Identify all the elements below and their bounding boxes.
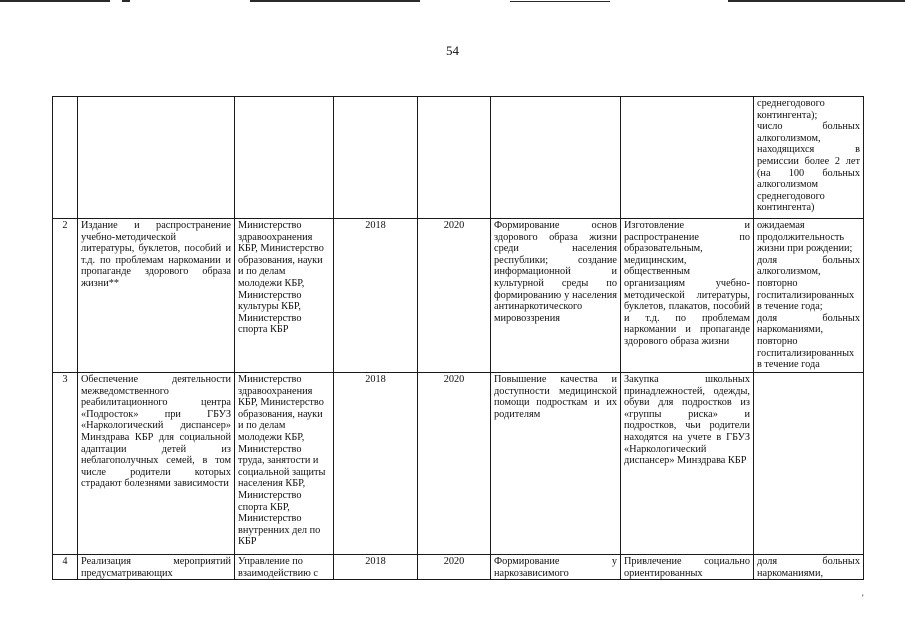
goal: Формирование основ здорового образа жизни среди населения республики; создание информационной и культурной среды по формированию у населения антинаркотического мировоззрения <box>491 219 621 373</box>
executor <box>235 97 334 219</box>
end-year: 2020 <box>418 555 491 580</box>
scan-artifact-line <box>510 1 610 2</box>
table-row <box>53 219 864 373</box>
scan-artifact-line <box>728 0 905 2</box>
actions: Привлечение социально ориентированных <box>621 555 754 580</box>
indicators <box>754 373 864 555</box>
executor: Министерство здравоохранения КБР, Министерство образования, науки и по делам молодежи КБР, Министерство труда, занятости и социальной защиты населения КБР, Министерство спорта КБР, Министерство внутренних дел по КБР <box>235 373 334 555</box>
goal <box>491 97 621 219</box>
actions: Изготовление и распространение по образовательным, медицинским, общественным организациям учебно-методической литературы, буклетов, плакатов, пособий и т.д. по проблемам наркомании и пропаганде здорового образа жизни <box>621 219 754 373</box>
end-year: 2020 <box>418 373 491 555</box>
row-number <box>53 97 78 219</box>
table-row <box>53 555 864 580</box>
start-year: 2018 <box>334 219 418 373</box>
goal: Формирование у наркозависимого <box>491 555 621 580</box>
program-table <box>52 96 864 580</box>
actions: Закупка школьных принадлежностей, одежды, обуви для подростков из «группы риска» и подростков, чьи родители находятся на учете в ГБУЗ «Наркологический диспансер» Минздрава КБР <box>621 373 754 555</box>
row-number: 2 <box>53 219 78 373</box>
indicators: доля больных наркоманиями, <box>754 555 864 580</box>
end-year <box>418 97 491 219</box>
indicators: среднегодового контингента); число больных алкоголизмом, находящихся в ремиссии более 2 лет (на 100 больных алкоголизмом среднегодового контингента) <box>754 97 864 219</box>
end-year: 2020 <box>418 219 491 373</box>
page-number: 54 <box>446 43 459 58</box>
actions <box>621 97 754 219</box>
row-number: 3 <box>53 373 78 555</box>
table-row <box>53 97 864 219</box>
indicators: ожидаемая продолжительность жизни при рождении; доля больных алкоголизмом, повторно госпитализированных в течение года; доля больных наркоманиями, повторно госпитализированных в течение года <box>754 219 864 373</box>
measure-name: Обеспечение деятельности межведомственного реабилитационного центра «Подросток» при ГБУЗ «Наркологический диспансер» Минздрава КБР для социальной адаптации детей из неблагополучных семей, в том числе родители которых страдают болезнями зависимости <box>78 373 235 555</box>
start-year: 2018 <box>334 555 418 580</box>
scan-artifact-line <box>0 0 110 2</box>
measure-name <box>78 97 235 219</box>
measure-name: Реализация мероприятий предусматривающих <box>78 555 235 580</box>
measure-name: Издание и распространение учебно-методической литературы, буклетов, пособий и т.д. по проблемам наркомании и пропаганде здорового образа жизни** <box>78 219 235 373</box>
start-year: 2018 <box>334 373 418 555</box>
bottom-mark: ' <box>862 593 864 603</box>
row-number: 4 <box>53 555 78 580</box>
scan-artifact-line <box>250 0 420 2</box>
executor: Управление по взаимодействию с <box>235 555 334 580</box>
start-year <box>334 97 418 219</box>
goal: Повышение качества и доступности медицинской помощи подросткам и их родителям <box>491 373 621 555</box>
table-row <box>53 373 864 555</box>
scan-artifact-line <box>122 0 130 2</box>
executor: Министерство здравоохранения КБР, Министерство образования, науки и по делам молодежи КБР, Министерство культуры КБР, Министерство спорта КБР <box>235 219 334 373</box>
